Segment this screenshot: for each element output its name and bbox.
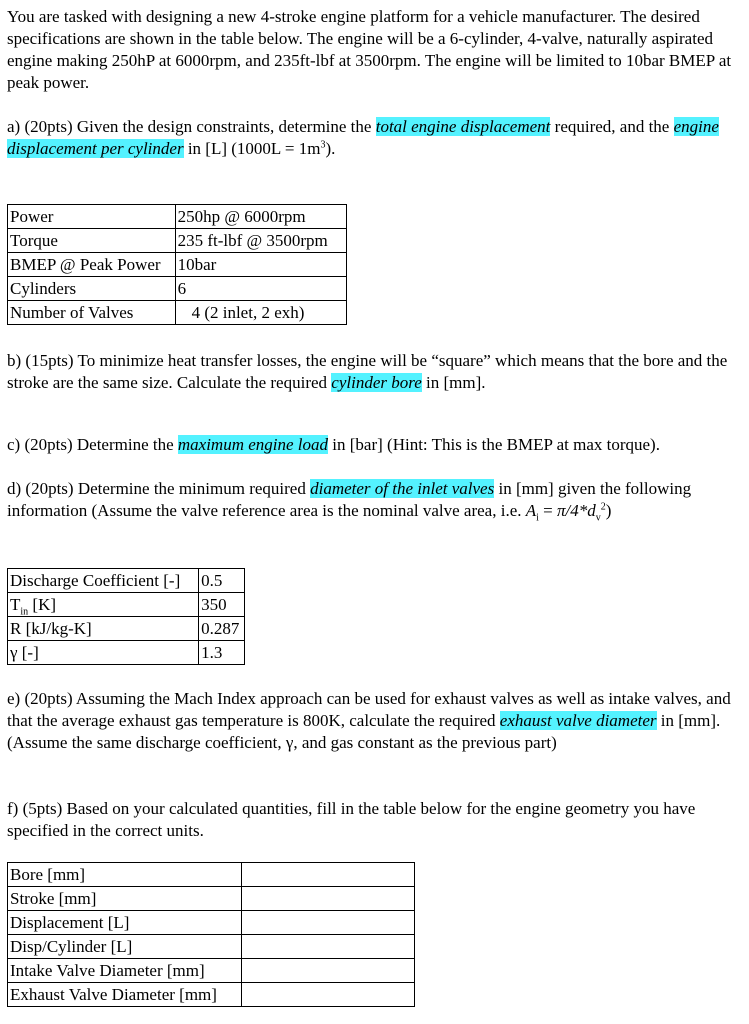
param-label (8, 593, 199, 617)
table-row (8, 983, 415, 1007)
highlight-total-displacement: total engine displacement (375, 117, 551, 136)
part-a-question (7, 116, 743, 160)
formula-rhs-subscript: v (595, 512, 601, 524)
formula-rhs-superscript: 2 (600, 501, 606, 513)
highlight-exhaust-valve-diameter: exhaust valve diameter (499, 711, 657, 730)
table-row (8, 863, 415, 887)
param-value: 350 (199, 593, 245, 617)
spec-value: 250hp @ 6000rpm (175, 205, 346, 229)
table-row (8, 229, 347, 253)
param-value: 1.3 (199, 641, 245, 665)
table-row (8, 301, 347, 325)
geometry-answer-cell[interactable] (241, 911, 414, 935)
table-row (8, 887, 415, 911)
part-d-text-end: ) (605, 501, 612, 520)
part-f-question: f) (5pts) Based on your calculated quantities, fill in the table below for the engine geometry you have specified in the correct units. (7, 799, 696, 840)
geometry-answer-cell[interactable] (241, 887, 414, 911)
part-e-text-post: in [mm]. (Assume the same discharge coefficient, γ, and gas constant as the previous part) (7, 711, 721, 752)
part-d-text-post: in [mm] given the following information (Assume the valve reference area is the nominal valve area, i.e. (7, 479, 692, 520)
geometry-answer-cell[interactable] (241, 863, 414, 887)
part-a-text-mid: required, and the (550, 117, 674, 136)
superscript: 3 (320, 139, 326, 151)
formula-a-subscript: i (536, 512, 539, 524)
part-d-text: d) (20pts) Determine the minimum required (7, 479, 311, 498)
table-row (8, 593, 245, 617)
formula-rhs: π/4*d (557, 501, 596, 520)
table-row (8, 959, 415, 983)
engine-geometry-table (7, 862, 415, 1007)
intro-paragraph: You are tasked with designing a new 4-stroke engine platform for a vehicle manufacturer. The desired specifications are shown in the table below. The engine will be a 6-cylinder, 4-valve, naturally aspirated engine making 250hP at 6000rpm, and 235ft-lbf at 3500rpm. The engine will be limited to 10bar BMEP at peak power. (7, 7, 732, 92)
spec-label: Number of Valves (8, 301, 176, 325)
formula-a: A (525, 501, 537, 520)
table-row (8, 911, 415, 935)
param-label-text: T (10, 594, 21, 614)
valve-parameter-table (7, 568, 245, 665)
param-value: 0.5 (199, 569, 245, 593)
part-a-text-post: in [L] (1000L = 1m (183, 139, 321, 158)
part-b-question (7, 350, 743, 394)
part-c-text: c) (20pts) Determine the (7, 435, 178, 454)
spec-label: Power (8, 205, 176, 229)
spec-value: 6 (175, 277, 346, 301)
highlight-displacement-per-cylinder: engine displacement per cylinder (7, 117, 719, 158)
param-label-tail: [K] (28, 594, 57, 614)
table-row (8, 569, 245, 593)
geometry-label: Displacement [L] (8, 911, 242, 935)
geometry-label: Stroke [mm] (8, 887, 242, 911)
engine-spec-table (7, 204, 347, 325)
geometry-answer-cell[interactable] (241, 959, 414, 983)
part-a-text-end: ). (325, 139, 336, 158)
highlight-cylinder-bore: cylinder bore (331, 373, 422, 392)
param-label-subscript: in (20, 605, 29, 617)
spec-value: 235 ft-lbf @ 3500rpm (175, 229, 346, 253)
table-row (8, 935, 415, 959)
part-e-question (7, 688, 743, 754)
highlight-max-engine-load: maximum engine load (177, 435, 329, 454)
table-row (8, 617, 245, 641)
geometry-label: Exhaust Valve Diameter [mm] (8, 983, 242, 1007)
part-b-text-post: in [mm]. (421, 373, 486, 392)
spec-value: 10bar (175, 253, 346, 277)
part-d-question (7, 478, 743, 522)
part-c-text-post: in [bar] (Hint: This is the BMEP at max torque). (328, 435, 660, 454)
part-b-text: b) (15pts) To minimize heat transfer losses, the engine will be “square” which means that the bore and the stroke are the same size. Calculate the required (7, 351, 728, 392)
spec-label: Torque (8, 229, 176, 253)
geometry-label: Intake Valve Diameter [mm] (8, 959, 242, 983)
table-row (8, 253, 347, 277)
part-c-question (7, 434, 743, 456)
param-value: 0.287 (199, 617, 245, 641)
highlight-inlet-valve-diameter: diameter of the inlet valves (310, 479, 495, 498)
table-row (8, 277, 347, 301)
param-label: γ [-] (8, 641, 199, 665)
part-e-text: e) (20pts) Assuming the Mach Index approach can be used for exhaust valves as well as intake valves, and that the average exhaust gas temperature is 800K, calculate the required (7, 689, 731, 730)
geometry-answer-cell[interactable] (241, 983, 414, 1007)
geometry-label: Disp/Cylinder [L] (8, 935, 242, 959)
part-a-text: a) (20pts) Given the design constraints, determine the (7, 117, 376, 136)
table-row (8, 205, 347, 229)
geometry-label: Bore [mm] (8, 863, 242, 887)
spec-label: Cylinders (8, 277, 176, 301)
param-label: R [kJ/kg-K] (8, 617, 199, 641)
geometry-answer-cell[interactable] (241, 935, 414, 959)
formula-equals: = (538, 501, 558, 520)
spec-value: 4 (2 inlet, 2 exh) (175, 301, 346, 325)
spec-label: BMEP @ Peak Power (8, 253, 176, 277)
param-label: Discharge Coefficient [-] (8, 569, 199, 593)
table-row (8, 641, 245, 665)
